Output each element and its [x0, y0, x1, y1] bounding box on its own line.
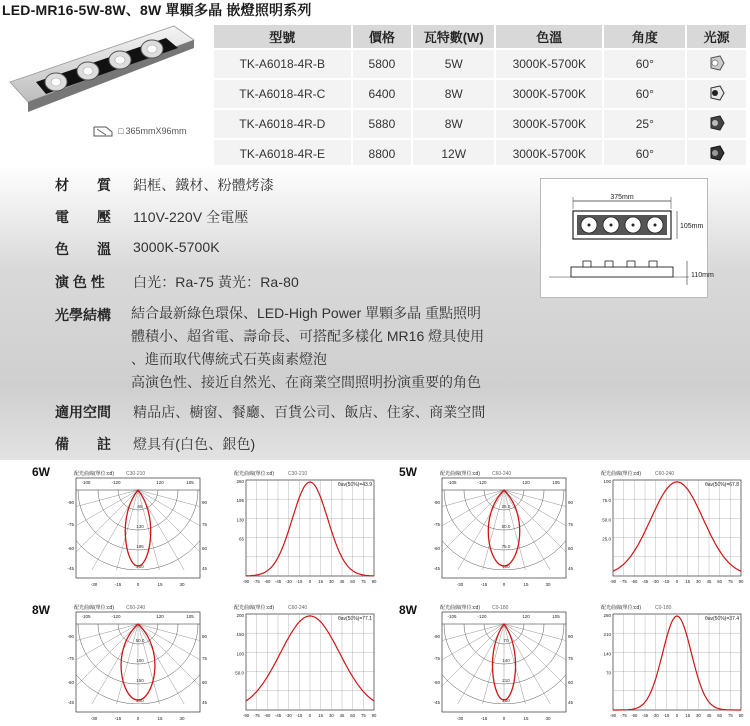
bulb-icon	[708, 84, 726, 102]
cell-angle: 60°	[604, 80, 685, 108]
cart-curve-id: C0-180	[655, 605, 672, 611]
polar-left-tick: -90	[433, 500, 440, 505]
polar-left-tick: -60	[67, 546, 74, 551]
cart-x-tick: -15	[296, 713, 303, 718]
polar-right-tick: 45	[202, 566, 208, 571]
spec-label: 備 註	[55, 436, 111, 452]
table-row	[214, 80, 746, 108]
polar-left-tick: -75	[67, 522, 74, 527]
polar-ring-label: 50.0	[135, 638, 145, 643]
cell-angle: 60°	[604, 50, 685, 78]
optics-paragraph	[131, 302, 484, 394]
beam-angle: θav(50%)=37.4	[704, 616, 739, 622]
polar-right-tick: 90	[202, 500, 208, 505]
cell-model: TK-A6018-4R-C	[214, 80, 351, 108]
cart-x-tick: -60	[264, 713, 271, 718]
polar-right-tick: 60	[568, 680, 574, 685]
polar-left-tick: -60	[433, 546, 440, 551]
cart-y-tick: 70	[605, 670, 611, 676]
cartesian-chart	[230, 470, 380, 592]
polar-bottom-tick: -30	[456, 716, 464, 721]
beam-angle: θav(50%)=77.1	[337, 616, 372, 622]
cell-price: 6400	[353, 80, 412, 108]
polar-ring-label: 100	[136, 658, 144, 663]
polar-bottom-tick: -15	[480, 582, 488, 587]
cart-x-tick: 90	[738, 579, 744, 584]
polar-bottom-tick: -30	[90, 582, 98, 587]
polar-curve-id: C0-180	[492, 605, 509, 611]
polar-right-tick: 60	[202, 680, 208, 685]
polar-top-tick: -105	[81, 480, 91, 485]
polar-bottom-tick: 30	[179, 716, 185, 721]
header-price: 價格	[353, 25, 412, 48]
polar-left-tick: -90	[433, 634, 440, 639]
polar-left-tick: -90	[67, 634, 74, 639]
cart-x-tick: 45	[339, 579, 345, 584]
cart-x-tick: 45	[706, 713, 712, 718]
polar-right-tick: 75	[202, 656, 208, 661]
cart-curve-id: C60-240	[655, 471, 675, 477]
cart-curve-id: C30-210	[288, 471, 308, 477]
polar-ring-label: 140	[502, 658, 510, 663]
polar-ring-label: 25.0	[501, 504, 511, 509]
cart-y-tick: 140	[603, 651, 611, 657]
polar-right-tick: 90	[202, 634, 208, 639]
cell-source	[687, 140, 746, 168]
polar-left-tick: -75	[67, 656, 74, 661]
cart-y-tick: 100	[236, 651, 244, 657]
cart-x-tick: 90	[738, 713, 744, 718]
spec-value: 3000K-5700K	[133, 239, 220, 255]
polar-ring-label: 260	[136, 564, 144, 569]
header-source: 光源	[687, 25, 746, 48]
cart-y-tick: 200	[236, 613, 244, 618]
polar-bottom-tick: 15	[157, 582, 163, 587]
polar-bottom-tick: 0	[502, 582, 506, 587]
cart-curve-id: C60-240	[288, 605, 308, 611]
optics-line: 高演色性、接近自然光、在商業空間照明扮演重要的角色	[131, 374, 481, 390]
product-photo	[6, 20, 196, 120]
cart-y-tick: 195	[236, 498, 244, 504]
dimension-value: 365mmX96mm	[125, 126, 187, 136]
cart-title: 配光曲線(單位:cd)	[601, 605, 642, 611]
polar-curve-id: C60-240	[126, 605, 146, 611]
polar-top-tick: -120	[477, 614, 487, 619]
cart-x-tick: 30	[695, 579, 701, 584]
polar-ring-label: 280	[502, 698, 510, 703]
cart-x-tick: -30	[652, 579, 659, 584]
polar-curve-id: C60-240	[492, 471, 512, 477]
spec-value: 鋁框、鐵材、粉體烤漆	[133, 177, 274, 193]
polar-right-tick: 60	[202, 546, 208, 551]
polar-left-tick: -75	[433, 656, 440, 661]
cart-x-tick: -90	[609, 713, 617, 718]
spec-cri	[55, 272, 299, 292]
table-row	[214, 110, 746, 138]
cell-watt: 5W	[413, 50, 494, 78]
cell-temp: 3000K-5700K	[496, 50, 602, 78]
spec-label: 適用空間	[55, 404, 111, 420]
optics-line: 結合最新綠色環保、LED-High Power 單顆多晶 重點照明	[131, 305, 482, 321]
cart-y-tick: 50.0	[235, 670, 244, 676]
chart-watt-label: 5W	[399, 465, 417, 479]
polar-right-tick: 45	[202, 700, 208, 705]
drawing-height: 105mm	[680, 223, 704, 230]
cart-x-tick: -45	[641, 579, 649, 584]
polar-ring-label: 210	[502, 678, 510, 683]
cart-x-tick: 60	[717, 713, 723, 718]
cart-y-tick: 75.0	[602, 498, 611, 504]
cell-source	[687, 110, 746, 138]
polar-right-tick: 60	[568, 546, 574, 551]
polar-bottom-tick: 15	[523, 716, 529, 721]
cart-y-tick: 260	[236, 479, 244, 484]
cell-watt: 8W	[413, 80, 494, 108]
cart-x-tick: 0	[308, 579, 312, 584]
polar-ring-label: 50.0	[501, 524, 511, 529]
polar-title: 配光曲線(單位:cd)	[74, 471, 115, 477]
cell-price: 5800	[353, 50, 412, 78]
polar-ring-label: 195	[136, 544, 144, 549]
polar-chart	[428, 604, 578, 726]
cart-title: 配光曲線(單位:cd)	[234, 605, 275, 611]
table-header-row	[214, 25, 746, 48]
cart-x-tick: 30	[328, 579, 334, 584]
page-title: LED-MR16-5W-8W、8W 單顆多晶 嵌燈照明系列	[2, 2, 312, 18]
cart-x-tick: -15	[663, 713, 670, 718]
cart-x-tick: 60	[350, 579, 356, 584]
polar-bottom-tick: -15	[114, 582, 122, 587]
polar-top-tick: -120	[477, 480, 487, 485]
polar-bottom-tick: 0	[502, 716, 506, 721]
polar-left-tick: -45	[433, 566, 440, 571]
cell-price: 8800	[353, 140, 412, 168]
polar-title: 配光曲線(單位:cd)	[440, 471, 481, 477]
polar-top-tick: 120	[156, 480, 164, 485]
polar-title: 配光曲線(單位:cd)	[74, 605, 115, 611]
cart-x-tick: 45	[339, 713, 345, 718]
polar-bottom-tick: -30	[90, 716, 98, 721]
polar-left-tick: -60	[433, 680, 440, 685]
cartesian-chart	[230, 604, 380, 726]
polar-top-tick: -105	[447, 480, 457, 485]
cart-y-tick: 65	[238, 536, 244, 542]
cell-source	[687, 80, 746, 108]
cart-x-tick: -60	[264, 579, 271, 584]
polar-top-tick: 105	[186, 480, 194, 485]
polar-right-tick: 45	[568, 700, 574, 705]
polar-right-tick: 75	[202, 522, 208, 527]
spec-optics	[55, 305, 133, 325]
spec-value: 白光：Ra-75 黃光：Ra-80	[133, 274, 299, 290]
cell-temp: 3000K-5700K	[496, 80, 602, 108]
polar-ring-label: 130	[136, 524, 144, 529]
table-row	[214, 50, 746, 78]
cell-model: TK-A6018-4R-B	[214, 50, 351, 78]
spec-color-temp	[55, 239, 220, 259]
cart-x-tick: -45	[274, 713, 282, 718]
cart-y-tick: 280	[603, 613, 611, 618]
header-temp: 色溫	[496, 25, 602, 48]
polar-bottom-tick: 30	[545, 716, 551, 721]
polar-bottom-tick: 0	[136, 716, 140, 721]
cell-watt: 8W	[413, 110, 494, 138]
cart-y-tick: 25.0	[602, 536, 611, 542]
cell-temp: 3000K-5700K	[496, 110, 602, 138]
polar-chart	[62, 470, 212, 592]
drawing-depth: 110mm	[691, 272, 714, 279]
cart-x-tick: 15	[685, 713, 691, 718]
cart-x-tick: -30	[285, 579, 292, 584]
optics-line: 、進而取代傳統式石英鹵素燈泡	[131, 351, 327, 367]
polar-top-tick: -105	[81, 614, 91, 619]
polar-ring-label: 200	[136, 698, 144, 703]
cutout-icon	[92, 124, 116, 138]
cart-x-tick: 0	[675, 713, 679, 718]
spec-label: 電 壓	[55, 209, 111, 225]
polar-top-tick: -105	[447, 614, 457, 619]
polar-bottom-tick: -30	[456, 582, 464, 587]
cartesian-chart	[597, 470, 747, 592]
cart-x-tick: -75	[620, 579, 627, 584]
polar-left-tick: -60	[67, 680, 74, 685]
polar-top-tick: 120	[522, 480, 530, 485]
spec-label: 光學結構	[55, 307, 111, 323]
cart-x-tick: 15	[685, 579, 691, 584]
polar-top-tick: -120	[111, 614, 121, 619]
polar-title: 配光曲線(單位:cd)	[440, 605, 481, 611]
polar-left-tick: -45	[67, 566, 74, 571]
cart-x-tick: -30	[285, 713, 292, 718]
polar-bottom-tick: -15	[480, 716, 488, 721]
header-watt: 瓦特數(W)	[413, 25, 494, 48]
cart-x-tick: -75	[620, 713, 627, 718]
polar-chart	[62, 604, 212, 726]
cart-x-tick: 15	[318, 713, 324, 718]
polar-ring-label: 70	[503, 638, 509, 643]
bulb-icon	[708, 144, 726, 162]
polar-top-tick: -120	[111, 480, 121, 485]
cart-x-tick: 75	[727, 713, 733, 718]
polar-ring-label: 75.0	[501, 544, 511, 549]
cart-x-tick: 60	[350, 713, 356, 718]
polar-right-tick: 90	[568, 500, 574, 505]
cart-x-tick: 0	[308, 713, 312, 718]
cart-x-tick: -90	[242, 713, 250, 718]
cart-x-tick: -15	[296, 579, 303, 584]
header-angle: 角度	[604, 25, 685, 48]
cart-x-tick: -75	[253, 579, 260, 584]
cell-temp: 3000K-5700K	[496, 140, 602, 168]
cart-x-tick: 0	[675, 579, 679, 584]
cart-x-tick: 75	[360, 579, 366, 584]
polar-right-tick: 75	[568, 656, 574, 661]
cell-angle: 60°	[604, 140, 685, 168]
cell-angle: 25°	[604, 110, 685, 138]
polar-right-tick: 45	[568, 566, 574, 571]
beam-angle: θav(50%)=67.8	[704, 482, 739, 488]
polar-left-tick: -45	[433, 700, 440, 705]
cell-source	[687, 50, 746, 78]
spec-value: 燈具有(白色、銀色)	[133, 436, 256, 452]
polar-chart	[428, 470, 578, 592]
polar-top-tick: 105	[186, 614, 194, 619]
polar-bottom-tick: 0	[136, 582, 140, 587]
table-row	[214, 140, 746, 168]
cart-x-tick: -90	[609, 579, 617, 584]
cell-model: TK-A6018-4R-E	[214, 140, 351, 168]
polar-ring-label: 150	[136, 678, 144, 683]
header-model: 型號	[214, 25, 351, 48]
spec-table	[212, 23, 748, 170]
cart-x-tick: 15	[318, 579, 324, 584]
cart-x-tick: 30	[695, 713, 701, 718]
polar-left-tick: -45	[67, 700, 74, 705]
cart-y-tick: 50.0	[602, 517, 611, 523]
polar-bottom-tick: 15	[157, 716, 163, 721]
cart-y-tick: 100	[603, 479, 611, 484]
polar-top-tick: 120	[522, 614, 530, 619]
spec-voltage	[55, 207, 248, 227]
spec-space	[55, 402, 486, 422]
cart-x-tick: 90	[371, 579, 377, 584]
polar-bottom-tick: -15	[114, 716, 122, 721]
chart-watt-label: 8W	[32, 603, 50, 617]
cart-x-tick: 45	[706, 579, 712, 584]
polar-bottom-tick: 15	[523, 582, 529, 587]
cutout-symbol: □	[118, 126, 124, 136]
cart-x-tick: 75	[727, 579, 733, 584]
cart-x-tick: 75	[360, 713, 366, 718]
chart-watt-label: 8W	[399, 603, 417, 617]
dimension-drawing	[540, 178, 714, 298]
spec-note	[55, 434, 255, 454]
cart-x-tick: -75	[253, 713, 260, 718]
cell-watt: 12W	[413, 140, 494, 168]
polar-bottom-tick: 30	[545, 582, 551, 587]
drawing-width: 375mm	[610, 194, 634, 201]
polar-ring-label: 65	[137, 504, 143, 509]
cart-x-tick: 90	[371, 713, 377, 718]
polar-top-tick: 105	[552, 614, 560, 619]
polar-top-tick: 105	[552, 480, 560, 485]
cell-model: TK-A6018-4R-D	[214, 110, 351, 138]
optics-line: 體積小、超省電、壽命長、可搭配多樣化 MR16 燈具使用	[131, 328, 485, 344]
cart-y-tick: 130	[236, 517, 244, 523]
polar-right-tick: 75	[568, 522, 574, 527]
cart-x-tick: -45	[641, 713, 649, 718]
polar-curve-id: C30-210	[126, 471, 146, 477]
cart-y-tick: 210	[603, 632, 611, 638]
cart-x-tick: 30	[328, 713, 334, 718]
spec-value: 精品店、櫥窗、餐廳、百貨公司、飯店、住家、商業空間	[133, 404, 486, 420]
polar-right-tick: 90	[568, 634, 574, 639]
spec-value: 110V-220V 全電壓	[133, 209, 249, 225]
bulb-icon	[708, 54, 726, 72]
polar-bottom-tick: 30	[179, 582, 185, 587]
cart-x-tick: -90	[242, 579, 250, 584]
cart-title: 配光曲線(單位:cd)	[234, 471, 275, 477]
spec-label: 演 色 性	[55, 274, 105, 290]
polar-top-tick: 120	[156, 614, 164, 619]
polar-left-tick: -75	[433, 522, 440, 527]
spec-material	[55, 175, 274, 195]
dimension-note	[92, 124, 186, 138]
cell-price: 5880	[353, 110, 412, 138]
cartesian-chart	[597, 604, 747, 726]
beam-angle: θav(50%)=43.9	[337, 482, 372, 488]
cart-x-tick: 60	[717, 579, 723, 584]
spec-label: 材 質	[55, 177, 111, 193]
cart-x-tick: -60	[631, 579, 638, 584]
cart-x-tick: -45	[274, 579, 282, 584]
polar-left-tick: -90	[67, 500, 74, 505]
spec-label: 色 溫	[55, 241, 111, 257]
cart-y-tick: 150	[236, 632, 244, 638]
polar-ring-label: 100	[502, 564, 510, 569]
chart-watt-label: 6W	[32, 465, 50, 479]
bulb-icon	[708, 114, 726, 132]
cart-x-tick: -60	[631, 713, 638, 718]
cart-x-tick: -15	[663, 579, 670, 584]
cart-x-tick: -30	[652, 713, 659, 718]
cart-title: 配光曲線(單位:cd)	[601, 471, 642, 477]
